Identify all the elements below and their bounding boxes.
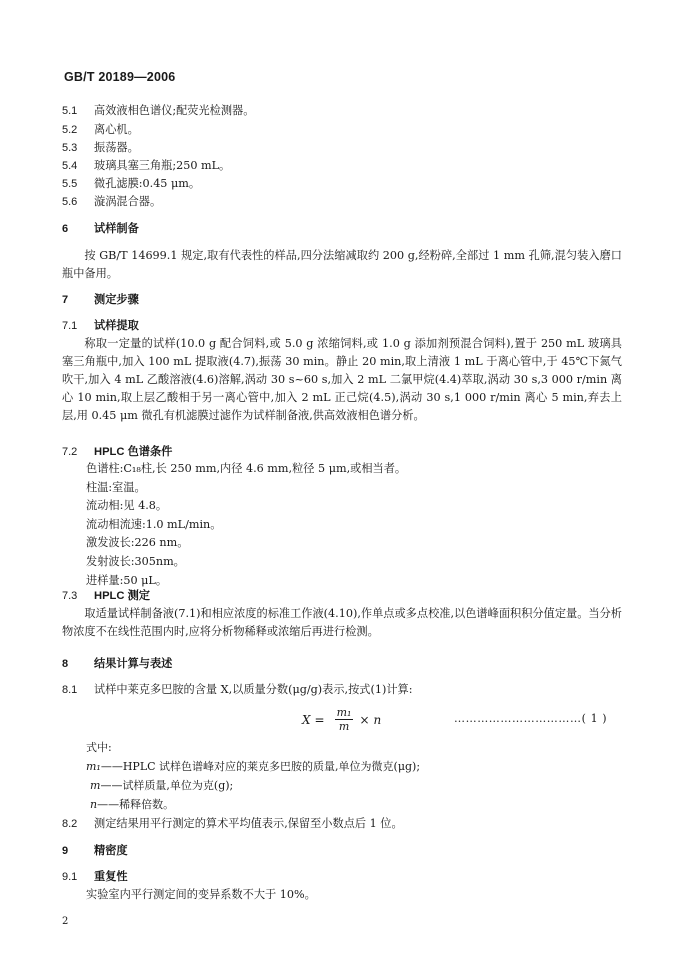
formula-1 [302,706,381,733]
variable-symbol: n [90,798,98,811]
where-label: 式中: [86,741,112,754]
formula-denominator: m [338,720,350,733]
subsection-number: 8.2 [62,818,78,830]
section-heading [62,222,139,236]
formula-leader [454,712,607,725]
item-number: 5.1 [62,105,78,117]
section-number: 7 [62,294,69,306]
variable-item [86,757,420,776]
list-item [62,123,139,137]
item-number: 5.5 [62,178,78,190]
variable-item [86,776,420,795]
variable-description: ——稀释倍数。 [97,798,175,811]
subsection-number: 7.1 [62,320,78,332]
list-item [62,141,139,155]
variable-item [86,795,420,814]
variable-definitions [86,738,420,814]
item-text: 漩涡混合器。 [94,195,162,208]
standard-code: GB/T 20189—2006 [64,70,176,84]
condition-item: 柱温:室温。 [86,480,146,494]
formula-equals: = [314,712,325,727]
subsection-title: HPLC 测定 [94,590,150,602]
condition-item: 发射波长:305nm。 [86,554,185,568]
section-heading [62,657,172,671]
subsection-text: 测定结果用平行测定的算术平均值表示,保留至小数点后 1 位。 [94,817,403,830]
subsection-line [62,683,412,697]
condition-item: 色谱柱:C₁₈柱,长 250 mm,内径 4.6 mm,粒径 5 μm,或相当者。 [86,462,407,475]
item-text: 振荡器。 [94,141,139,154]
list-item [62,195,161,209]
condition-item: 激发波长:226 nm。 [86,536,189,550]
item-text: 玻璃具塞三角瓶;250 mL。 [94,159,231,172]
item-number: 5.4 [62,160,78,172]
formula-fraction [335,706,354,733]
formula-label: ( 1 ) [581,712,608,725]
paragraph [62,335,622,425]
section-number: 6 [62,223,69,235]
subsection-number: 9.1 [62,871,78,883]
condition-item: 流动相:见 4.8。 [86,499,168,513]
paragraph-text: 实验室内平行测定间的变异系数不大于 10%。 [86,888,316,901]
item-number: 5.6 [62,196,78,208]
subsection-heading [62,870,128,884]
formula-factor: n [373,712,382,727]
section-title: 结果计算与表述 [94,658,173,670]
item-text: 微孔滤膜:0.45 μm。 [94,177,201,190]
section-heading [62,844,128,858]
list-item [62,104,254,118]
paragraph [86,888,316,902]
section-title: 试样制备 [94,223,139,235]
subsection-heading [62,589,150,603]
subsection-number: 8.1 [62,684,78,696]
subsection-title: 重复性 [94,871,128,883]
paragraph-text: 称取一定量的试样(10.0 g 配合饲料,或 5.0 g 浓缩饲料,或 1.0 g 添加剂预混合饲料),置于 250 mL 玻璃具塞三角瓶中,加入 100 mL 提取液(4.7),振荡 30 min。静止 20 min,取上清液 1 mL 于离心管中,于 45℃下氮气吹干,加入 4 mL 乙酸溶液(4.6)溶解,涡动 30 s~60 s,加入 2 mL 二氯甲烷(4.4)萃取,涡动 30 s,3 000 r/min 离心 10 min,取上层乙酸相于另一离心管中,加入 2 mL 正己烷(4.5),涡动 30 s,1 000 r/min 离心 5 min,弃去上层,用 0.45 μm 微孔有机滤膜过滤作为试样制备液,供高效液相色谱分析。 [62,337,622,422]
section-heading [62,293,139,307]
subsection-heading [62,445,172,459]
paragraph [62,605,622,641]
formula-numerator: m₁ [336,706,352,719]
formula-times: × [359,712,370,727]
item-text: 离心机。 [94,123,139,136]
variable-description: ——试样质量,单位为克(g); [100,779,234,792]
section-number: 9 [62,845,69,857]
variable-symbol: m [90,779,101,792]
item-number: 5.3 [62,142,78,154]
paragraph-text: 按 GB/T 14699.1 规定,取有代表性的样品,四分法缩减取约 200 g,经粉碎,全部过 1 mm 孔筛,混匀装入磨口瓶中备用。 [62,249,622,280]
variable-description: ——HPLC 试样色谱峰对应的莱克多巴胺的质量,单位为微克(μg); [100,760,421,773]
condition-item: 流动相流速:1.0 mL/min。 [86,517,222,531]
list-item [62,159,230,173]
variable-symbol: m₁ [86,760,101,773]
paragraph [62,247,622,283]
section-number: 8 [62,658,69,670]
page-number: 2 [62,916,69,927]
list-item [62,177,200,191]
item-number: 5.2 [62,124,78,136]
subsection-number: 7.3 [62,590,78,602]
section-title: 测定步骤 [94,294,139,306]
subsection-text: 试样中莱克多巴胺的含量 X,以质量分数(μg/g)表示,按式(1)计算: [94,683,413,696]
subsection-number: 7.2 [62,446,78,458]
subsection-heading [62,319,139,333]
formula-lhs: X [302,712,311,727]
subsection-line [62,817,403,831]
hplc-conditions [86,460,406,590]
item-text: 高效液相色谱仪;配荧光检测器。 [94,104,255,117]
section-title: 精密度 [94,845,128,857]
subsection-title: HPLC 色谱条件 [94,446,173,458]
formula-dots: …………………………… [454,712,582,725]
subsection-title: 试样提取 [94,320,139,332]
condition-item: 进样量:50 μL。 [86,573,168,587]
paragraph-text: 取适量试样制备液(7.1)和相应浓度的标准工作液(4.10),作单点或多点校准,以色谱峰面积积分值定量。当分析物浓度不在线性范围内时,应将分析物稀释或浓缩后再进行检测。 [62,607,622,638]
